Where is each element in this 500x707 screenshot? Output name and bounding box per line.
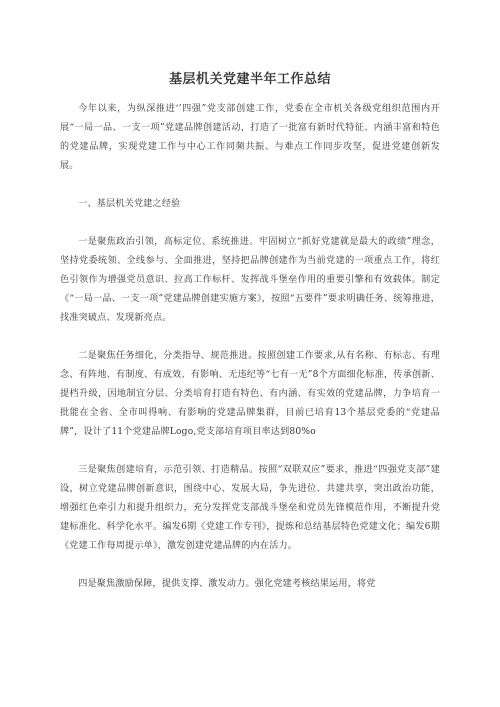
section-heading: 一、基层机关党建之经验 (78, 199, 181, 209)
point-paragraph-3: 三是聚焦创建培育，示范引领、打造精品。按照“双联双应”要求，推进“四强党支部”建设，树立党建品牌创新意识，围绕中心、发展大局，争先进位、共建共享，突出政治功能，增强红色牵引力和提升组织力，充分发挥党支部战斗堡垒和党员先锋模范作用，不断提升党建标准化、科学化水平。编发6期《党建工作专刊》，提炼和总结基层特色党建文化；编发6期《党建工作每周提示单》，激发创建党建品牌的内在活力。 (60, 465, 440, 551)
point-paragraph-1: 一是聚焦政治引领，高标定位、系统推进。牢固树立“抓好党建就是最大的政绩”理念，坚持党委统领、全线参与、全面推进，坚持把品牌创建作为当前党建的一项重点工作，将红色引领作为增强党员意识、拉高工作标杆、发挥战斗堡垒作用的重要引擎和有效载体。制定《“一局一品、一支一项”党建品牌创建实施方案》，按照“五要件”要求明确任务、统筹推进，找准突破点、发现新亮点。 (60, 237, 440, 323)
point-paragraph-4: 四是聚焦激励保障，提供支撑、激发动力。强化党建考核结果运用，将党 (78, 579, 376, 589)
document-body (60, 100, 440, 613)
point-paragraph-2: 二是聚焦任务细化，分类指导、规范推进。按照创建工作要求,从有名称、有标志、有理念、有阵地、有制度、有成效、有影响、无违纪等“七有一无”8个方面细化标准，传承创新、提档升级，因地制宜分层、分类培育打造有特色、有内涵、有实效的党建品牌，力争培育一批能在全省、全市叫得响、有影响的党建品牌集群，目前已培育13个基层党委的“党建品牌”，设计了11个党建品牌Logo,党支部培育项目率达到80%o (60, 351, 440, 437)
document-title: 基层机关党建半年工作总结 (168, 72, 331, 87)
intro-paragraph: 今年以来，为纵深推进‘’四强”党支部创建工作，党委在全市机关各级党组织范围内开展“一局一品、一支一项”党建品牌创建活动，打造了一批富有新时代特征、内涵丰富和特色的党建品牌，实现党建工作与中心工作同频共振、与难点工作同步攻坚，促进党建创新发展。 (60, 104, 440, 171)
